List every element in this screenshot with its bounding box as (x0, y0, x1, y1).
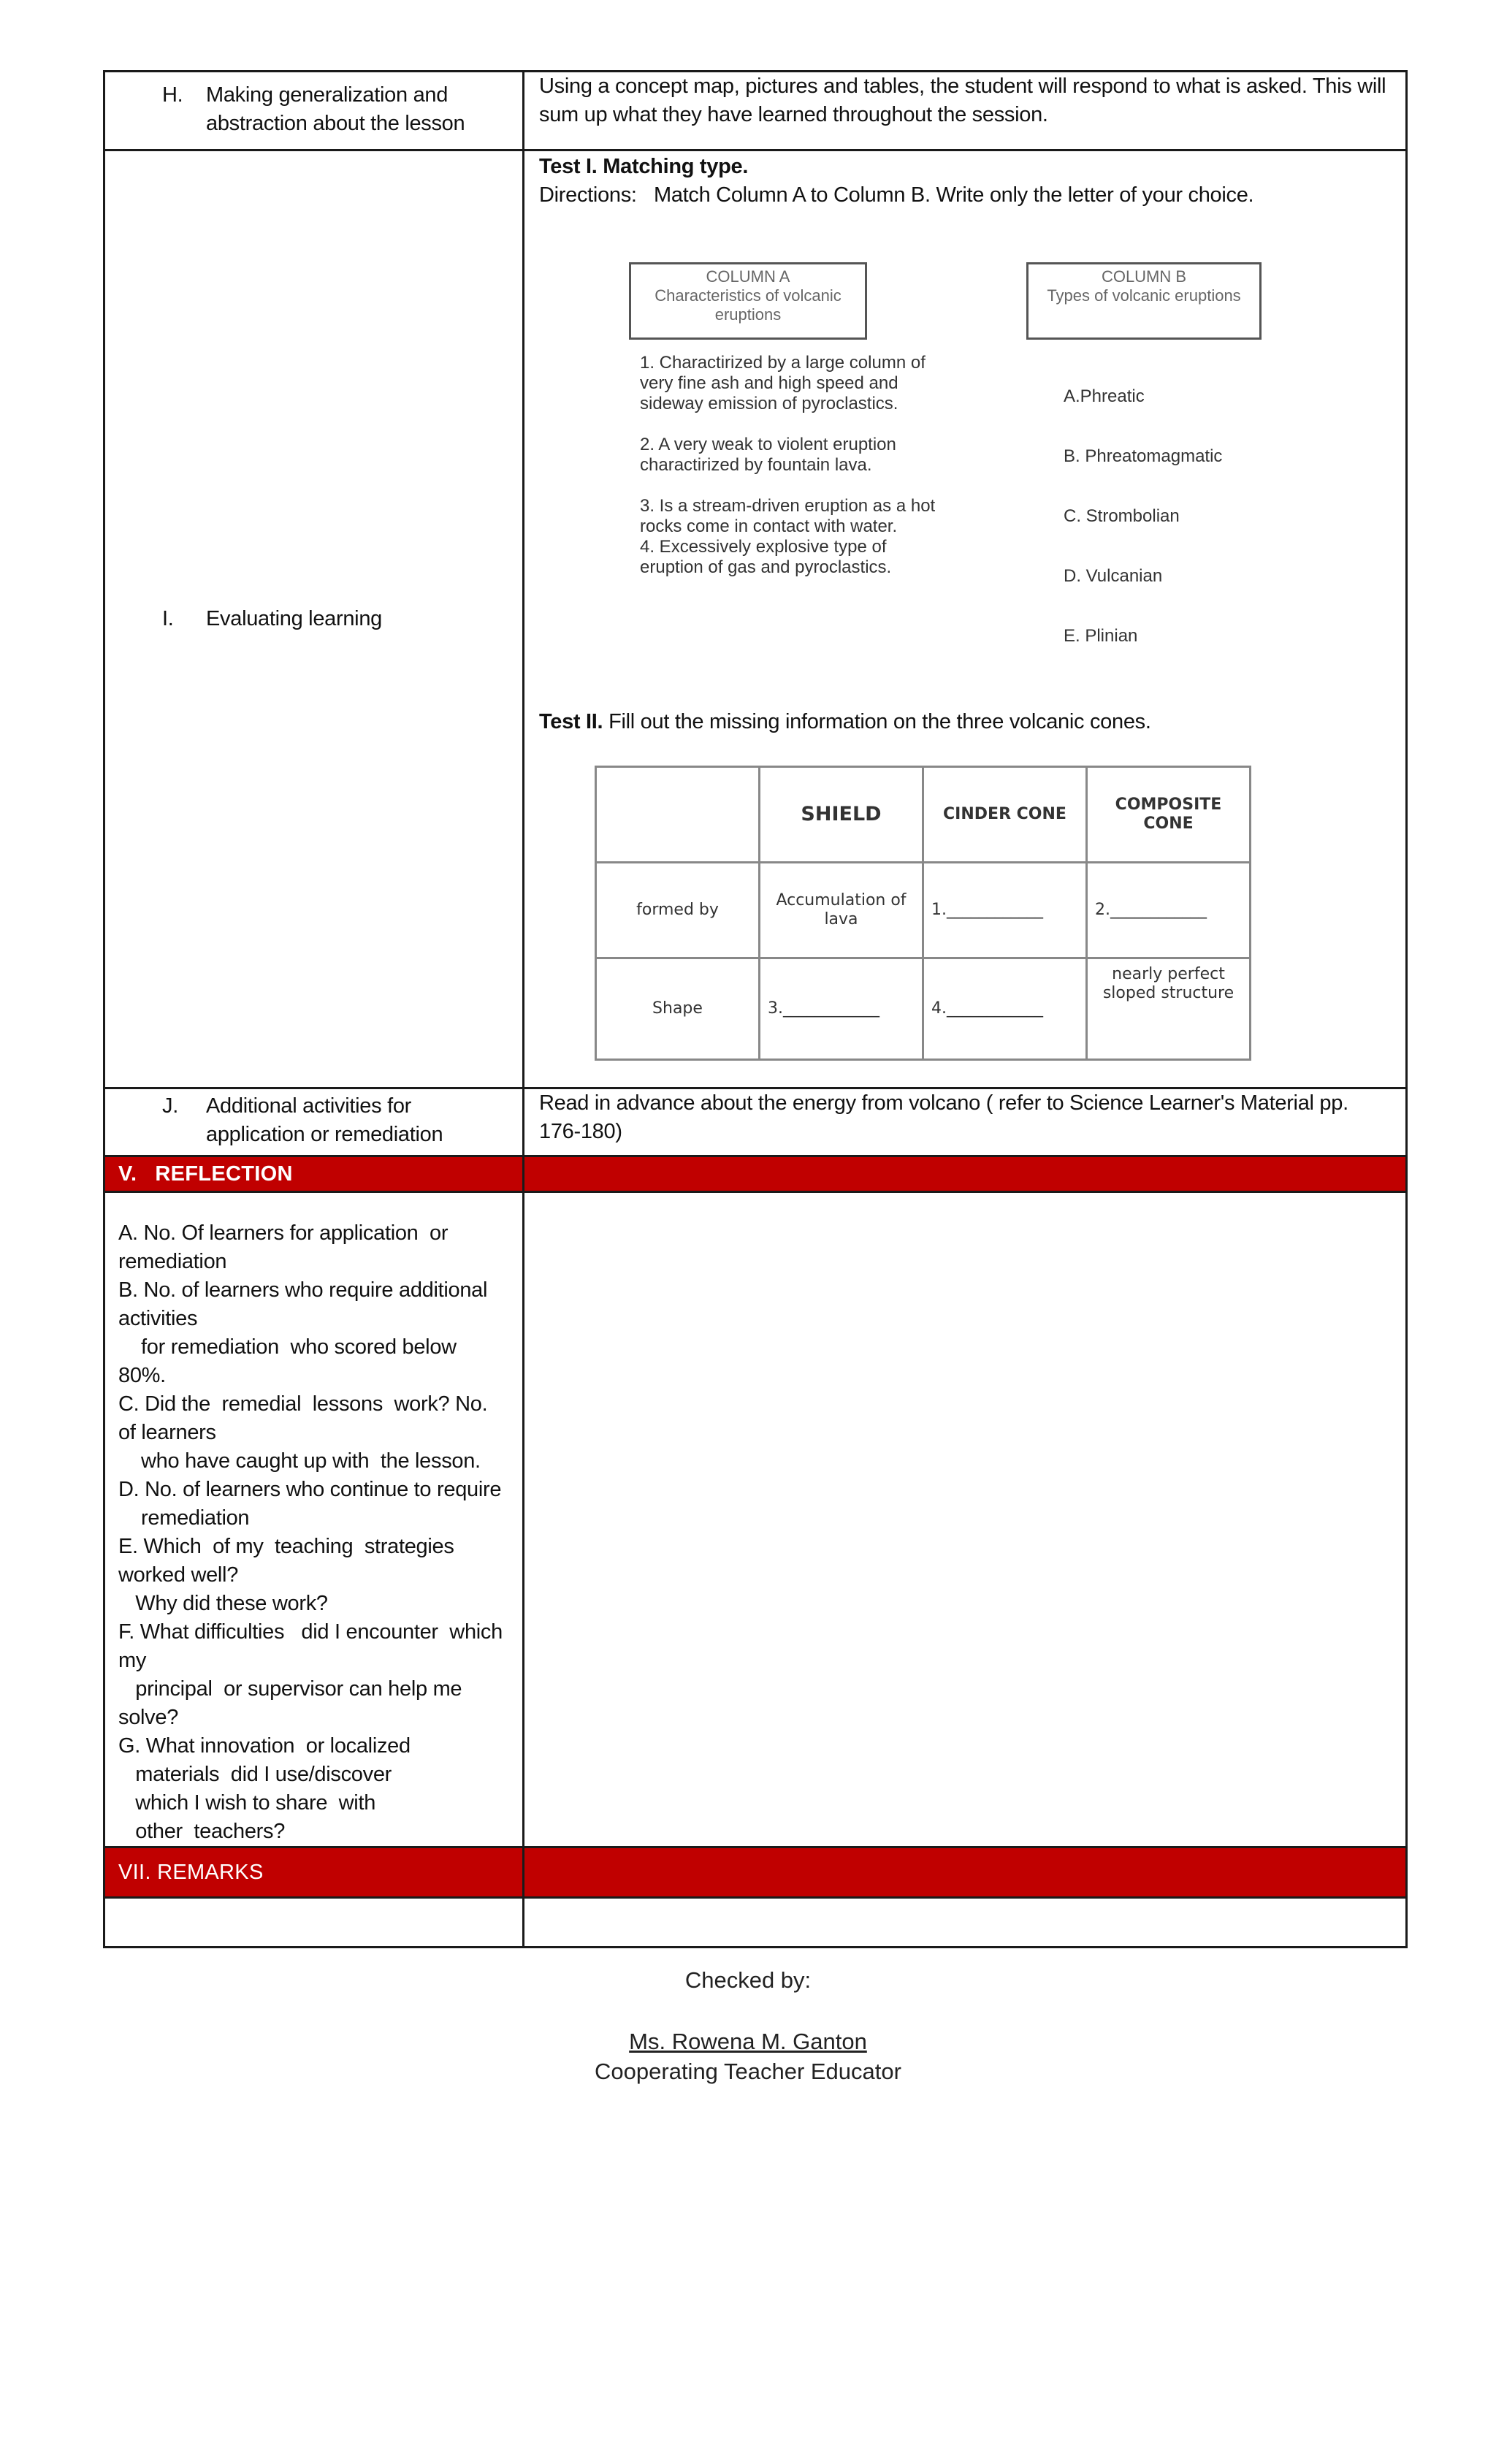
characteristic-item: 2. A very weak to violent eruption charactirized by fountain lava. (640, 435, 896, 475)
characteristic-item: 3. Is a stream-driven eruption as a hot rocks come in contact with water. (640, 496, 936, 536)
remarks-header-row (104, 1847, 1407, 1898)
reflection-item: D. No. of learners who continue to require (118, 1478, 502, 1501)
row-j-content: Read in advance about the energy from volcano ( refer to Science Learner's Material pp. 176-180) (539, 1091, 1348, 1143)
matching-type-figure (524, 210, 1405, 699)
row-h-letter: H. (162, 83, 183, 107)
test1-title: Test I. Matching type. (539, 155, 749, 178)
row-j-label-cell (104, 1088, 524, 1156)
eruption-type-item: E. Plinian (1064, 626, 1138, 646)
reflection-item: materials did I use/discover (118, 1763, 392, 1786)
reflection-item: which I wish to share with (118, 1791, 376, 1815)
lesson-plan-table (103, 70, 1408, 1948)
volcanic-cones-table (595, 766, 1251, 1061)
reflection-item: A. No. Of learners for application or remediation (118, 1221, 454, 1273)
row-i-letter: I. (162, 607, 174, 630)
cone-cell: Shape (596, 958, 760, 1060)
remarks-header-cell (104, 1847, 524, 1898)
cone-header-cell: SHIELD (760, 767, 923, 863)
reflection-header-row (104, 1156, 1407, 1192)
row-h-label: Making generalization and abstraction about the lesson (206, 83, 465, 135)
reflection-item: G. What innovation or localized (118, 1734, 411, 1758)
row-evaluating-learning (104, 150, 1407, 1088)
cone-row (596, 958, 1251, 1060)
cone-blank-cell: 3.____________ (760, 958, 923, 1060)
row-j-content-cell (524, 1088, 1407, 1156)
cone-cell: Accumulation of lava (760, 863, 923, 958)
cone-blank-cell: 2.____________ (1087, 863, 1251, 958)
reflection-item: who have caught up with the lesson. (118, 1449, 481, 1473)
reflection-list (105, 1193, 522, 1846)
row-j-label: Additional activities for application or remediation (206, 1094, 443, 1146)
reflection-item: Why did these work? (118, 1592, 328, 1615)
cone-header-cell (596, 767, 760, 863)
checker-name: Ms. Rowena M. Ganton (629, 2029, 867, 2054)
cone-header-cell: CINDER CONE (923, 767, 1087, 863)
characteristics-list (640, 353, 947, 598)
remarks-content-row (104, 1898, 1407, 1948)
row-making-generalization (104, 72, 1407, 150)
reflection-title: V. REFLECTION (118, 1162, 293, 1186)
row-h-content: Using a concept map, pictures and tables, the student will respond to what is asked. This will sum up what they have learned throughout the session. (539, 75, 1386, 126)
row-i-label: Evaluating learning (206, 607, 382, 630)
test2-title: Test II. (539, 710, 603, 733)
remarks-left-cell (104, 1898, 524, 1948)
reflection-item: C. Did the remedial lessons work? No. of learners (118, 1392, 494, 1444)
row-i-label-cell (104, 150, 524, 1088)
eruption-type-item: C. Strombolian (1064, 506, 1180, 526)
column-a-box: COLUMN A Characteristics of volcanic eruptions (629, 262, 867, 340)
eruption-type-item: A.Phreatic (1064, 386, 1145, 406)
test2-text: Fill out the missing information on the three volcanic cones. (608, 710, 1151, 733)
characteristic-item: 1. Charactirized by a large column of very fine ash and high speed and sideway emission of pyroclastics. (640, 353, 926, 413)
volcanic-cones-figure (524, 766, 1405, 1087)
characteristic-item: 4. Excessively explosive type of eruption of gas and pyroclastics. (640, 537, 892, 577)
reflection-header-cell (104, 1156, 524, 1192)
row-additional-activities (104, 1088, 1407, 1156)
reflection-item: for remediation who scored below 80%. (118, 1335, 462, 1387)
cone-blank-cell: 1.____________ (923, 863, 1087, 958)
reflection-answer-cell (524, 1192, 1407, 1847)
reflection-items-row (104, 1192, 1407, 1847)
test2-line (524, 708, 1405, 736)
cone-blank-cell: 4.____________ (923, 958, 1087, 1060)
reflection-items-cell (104, 1192, 524, 1847)
reflection-item: other teachers? (118, 1820, 286, 1843)
cone-cell: formed by (596, 863, 760, 958)
row-i-content-cell (524, 150, 1407, 1088)
reflection-item: B. No. of learners who require additional activities (118, 1278, 493, 1330)
cone-cell: nearly perfect sloped structure (1087, 958, 1251, 1060)
row-h-label-cell (104, 72, 524, 150)
remarks-right-cell (524, 1898, 1407, 1948)
cone-row (596, 863, 1251, 958)
test1-directions: Directions: Match Column A to Column B. Write only the letter of your choice. (539, 183, 1254, 207)
remarks-title: VII. REMARKS (118, 1861, 264, 1884)
checker-role: Cooperating Teacher Educator (595, 2059, 901, 2084)
row-j-letter: J. (162, 1094, 178, 1118)
checked-by-label: Checked by: (684, 1967, 812, 1993)
reflection-item: F. What difficulties did I encounter which my (118, 1620, 508, 1672)
row-h-content-cell (524, 72, 1407, 150)
cone-header-cell: COMPOSITE CONE (1087, 767, 1251, 863)
cone-header-row (596, 767, 1251, 863)
reflection-item: remediation (118, 1506, 250, 1530)
eruption-type-item: B. Phreatomagmatic (1064, 446, 1223, 466)
column-b-box: COLUMN B Types of volcanic eruptions (1026, 262, 1262, 340)
remarks-header-blank (524, 1847, 1407, 1898)
reflection-item: principal or supervisor can help me solve? (118, 1677, 468, 1729)
eruption-type-item: D. Vulcanian (1064, 566, 1163, 586)
reflection-item: E. Which of my teaching strategies worked well? (118, 1535, 466, 1587)
reflection-header-blank (524, 1156, 1407, 1192)
